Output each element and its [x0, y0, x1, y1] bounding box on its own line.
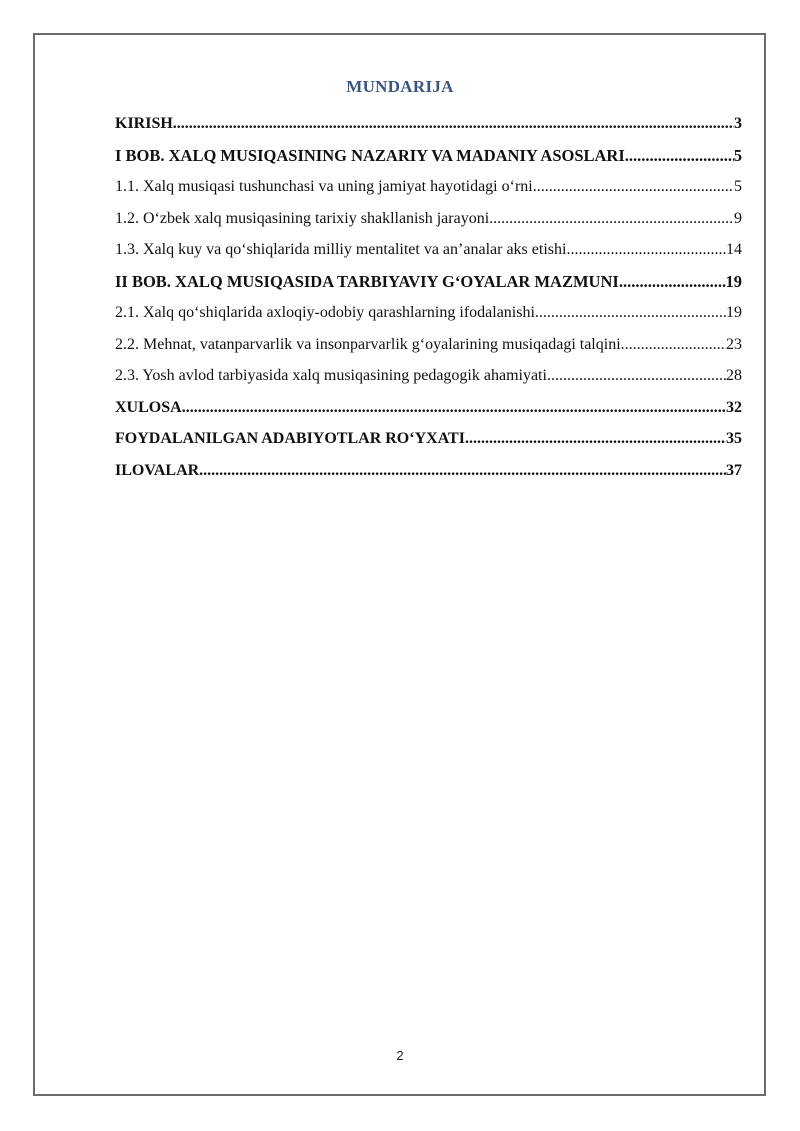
- toc-leader-dots: [621, 329, 726, 361]
- toc-entry-page: 14: [726, 241, 742, 258]
- toc-leader-dots: [619, 266, 726, 298]
- toc-entry-text: 1.3. Xalq kuy va qo‘shiqlarida milliy mentalitet va an’analar aks etishi: [115, 241, 567, 258]
- toc-entry-section-1-1[interactable]: [115, 171, 742, 203]
- toc-entry-text: ILOVALAR: [115, 461, 200, 479]
- toc-entry-chapter-1[interactable]: [115, 140, 742, 172]
- toc-leader-dots: [182, 392, 726, 424]
- toc-entry-chapter-2[interactable]: [115, 266, 742, 298]
- toc-leader-dots: [465, 423, 726, 455]
- toc-leader-dots: [625, 140, 734, 172]
- toc-entry-adabiyotlar[interactable]: [115, 423, 742, 455]
- toc-entry-page: 19: [725, 271, 742, 291]
- toc-entry-section-2-3[interactable]: [115, 360, 742, 392]
- toc-entry-text: 2.2. Mehnat, vatanparvarlik va insonparvarlik g‘oyalarining musiqadagi talqini: [115, 335, 621, 353]
- toc-entry-text: 2.3. Yosh avlod tarbiyasida xalq musiqasining pedagogik ahamiyati: [115, 367, 547, 384]
- toc-entry-text: I BOB. XALQ MUSIQASINING NAZARIY VA MADANIY ASOSLARI: [115, 145, 625, 165]
- toc-entry-text: 1.2. O‘zbek xalq musiqasining tarixiy shakllanish jarayoni: [115, 209, 490, 227]
- toc-entry-text: KIRISH: [115, 115, 173, 132]
- toc-entry-page: 5: [734, 178, 742, 195]
- toc-entry-page: 23: [726, 335, 742, 353]
- toc-leader-dots: [489, 203, 734, 235]
- toc-entry-kirish[interactable]: [115, 108, 742, 140]
- toc-entry-section-1-3[interactable]: [115, 234, 742, 266]
- toc-leader-dots: [173, 108, 734, 140]
- toc-entry-page: 3: [734, 115, 742, 132]
- page-number: 2: [396, 1048, 404, 1063]
- toc-entry-ilovalar[interactable]: [115, 455, 742, 487]
- toc-entry-text: FOYDALANILGAN ADABIYOTLAR RO‘YXATI: [115, 430, 465, 447]
- toc-entry-page: 37: [726, 461, 742, 479]
- toc-entry-page: 5: [733, 145, 742, 165]
- toc-leader-dots: [566, 234, 726, 266]
- toc-entry-page: 9: [734, 209, 742, 227]
- toc-entry-section-1-2[interactable]: [115, 203, 742, 235]
- toc-entry-page: 35: [726, 430, 742, 447]
- toc-leader-dots: [535, 297, 726, 329]
- toc-leader-dots: [533, 171, 734, 203]
- toc-entry-page: 19: [726, 304, 742, 321]
- toc-leader-dots: [547, 360, 726, 392]
- page-title: MUNDARIJA: [346, 77, 454, 96]
- toc-entry-page: 28: [726, 367, 742, 384]
- toc-entry-text: 2.1. Xalq qo‘shiqlarida axloqiy-odobiy qarashlarning ifodalanishi: [115, 304, 535, 321]
- toc-leader-dots: [199, 455, 726, 487]
- toc-entry-text: 1.1. Xalq musiqasi tushunchasi va uning jamiyat hayotidagi o‘rni: [115, 178, 533, 195]
- toc-entry-section-2-1[interactable]: [115, 297, 742, 329]
- toc-entry-text: XULOSA: [115, 398, 182, 416]
- toc-entry-section-2-2[interactable]: [115, 329, 742, 361]
- toc-entry-xulosa[interactable]: [115, 392, 742, 424]
- toc-entry-page: 32: [726, 398, 742, 416]
- table-of-contents: [115, 108, 742, 486]
- toc-entry-text: II BOB. XALQ MUSIQASIDA TARBIYAVIY G‘OYALAR MAZMUNI: [115, 271, 619, 291]
